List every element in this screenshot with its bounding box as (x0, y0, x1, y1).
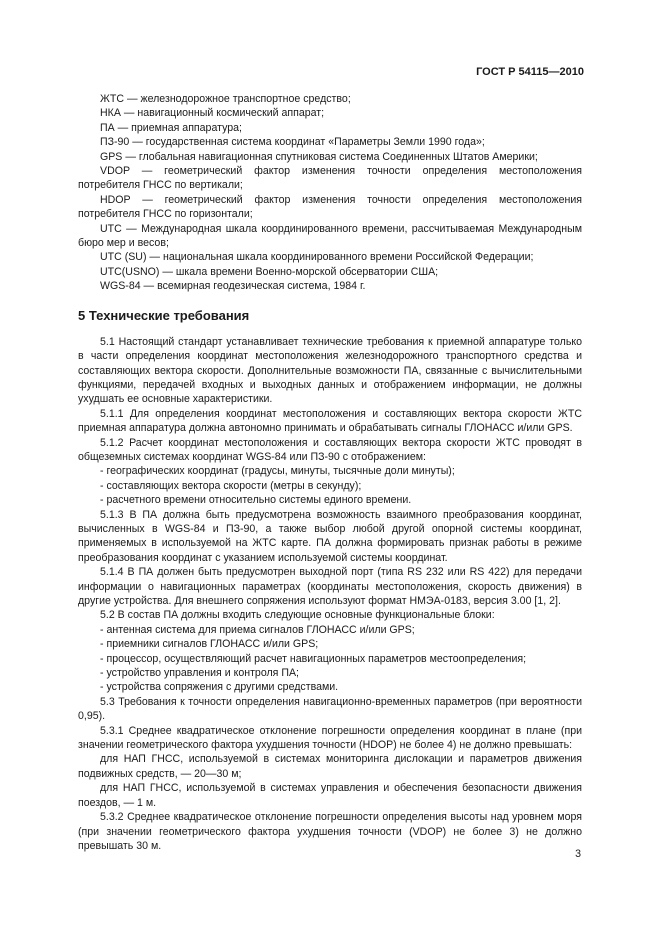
list-item: - составляющих вектора скорости (метры в секунду); (100, 479, 362, 492)
paragraph: 5.3.2 Среднее квадратическое отклонение погрешности определения высоты над уровнем моря (при значении геометрического фактора ухудшения точности (VDOP) не более 3) не должно превышать 30 м. (78, 811, 582, 852)
abbreviation-item: WGS-84 — всемирная геодезическая система, 1984 г. (100, 280, 366, 293)
list-item: - приемники сигналов ГЛОНАСС и/или GPS; (100, 638, 319, 651)
list-item: - расчетного времени относительно системы единого времени. (100, 494, 412, 507)
abbreviation-item: VDOP — геометрический фактор изменения точности определения местоположения потребителя ГНСС по вертикали; (78, 165, 582, 192)
document-id-header: ГОСТ Р 54115—2010 (476, 66, 584, 78)
document-body (78, 92, 582, 853)
paragraph: 5.1 Настоящий стандарт устанавливает технические требования к приемной аппаратуре только в части определения координат местоположения железнодорожного транспортного средства и составляющих вектора скорости. Дополнительные возможности ПА, связанные с вычислительными функциями, передачей входных и выходных данных и отображением информации, не должны ухудшать ее основные характеристики. (78, 335, 582, 406)
paragraph: 5.1.1 Для определения координат местоположения и составляющих вектора скорости ЖТС приемная аппаратура должна автономно принимать и обрабатывать сигналы ГЛОНАСС и/или GPS. (78, 407, 582, 435)
section-title: 5 Технические требования (78, 307, 250, 323)
paragraph: 5.1.4 В ПА должен быть предусмотрен выходной порт (типа RS 232 или RS 422) для передачи информации о навигационных параметрах (координаты местоположения, скорость движения) в другие устройства. Для внешнего сопряжения используют формат НМЭА-0183, версия 3.00 [1, 2]. (78, 566, 582, 607)
paragraph: 5.1.2 Расчет координат местоположения и составляющих вектора скорости ЖТС проводят в общеземных системах координат WGS-84 или ПЗ-90 с отображением: (78, 436, 582, 463)
paragraph: 5.2 В состав ПА должны входить следующие основные функциональные блоки: (100, 609, 495, 622)
list-item: - антенная система для приема сигналов ГЛОНАСС и/или GPS; (100, 623, 415, 636)
paragraph: 5.3.1 Среднее квадратическое отклонение погрешности определения координат в плане (при значении геометрического фактора ухудшения точности (HDOP) не более 4) не должно превышать: (78, 724, 582, 752)
abbreviation-item: UTC — Международная шкала координированного времени, рассчитываемая Международным бюро мер и весов; (78, 222, 582, 250)
paragraph: для НАП ГНСС, используемой в системах мониторинга дислокации и параметров движения подвижных средств, — 20—30 м; (78, 753, 582, 780)
list-item: - устройства сопряжения с другими средствами. (100, 681, 339, 694)
list-item: - устройство управления и контроля ПА; (100, 667, 299, 680)
list-item: - географических координат (градусы, минуты, тысячные доли минуты); (100, 465, 455, 478)
abbreviation-item: UTC (SU) — национальная шкала координированного времени Российской Федерации; (100, 251, 534, 264)
abbreviation-item: ПА — приемная аппаратура; (100, 121, 242, 134)
abbreviation-item: ПЗ-90 — государственная система координат «Параметры Земли 1990 года»; (100, 136, 485, 149)
page-number: 3 (575, 848, 581, 860)
abbreviation-item: НКА — навигационный космический аппарат; (100, 107, 325, 120)
abbreviation-item: ЖТС — железнодорожное транспортное средство; (100, 93, 351, 105)
abbreviation-item: HDOP — геометрический фактор изменения точности определения местоположения потребителя ГНСС по горизонтали; (78, 193, 582, 221)
abbreviation-item: GPS — глобальная навигационная спутниковая система Соединенных Штатов Америки; (100, 150, 538, 163)
paragraph: 5.3 Требования к точности определения навигационно-временных параметров (при вероятности 0,95). (78, 695, 582, 723)
paragraph: для НАП ГНСС, используемой в системах управления и обеспечения безопасности движения поездов, — 1 м. (78, 782, 582, 809)
abbreviation-item: UTC(USNO) — шкала времени Военно-морской обсерватории США; (100, 265, 439, 278)
paragraph: 5.1.3 В ПА должна быть предусмотрена возможность взаимного преобразования координат, вычисленных в WGS-84 и ПЗ-90, а также выбор любой другой опорной системы координат, применяемых в используемой на ЖТС карте. ПА должна формировать признак работы в режиме преобразования координат с указанием используемой системы координат. (78, 508, 582, 564)
list-item: - процессор, осуществляющий расчет навигационных параметров местоопределения; (100, 652, 527, 665)
